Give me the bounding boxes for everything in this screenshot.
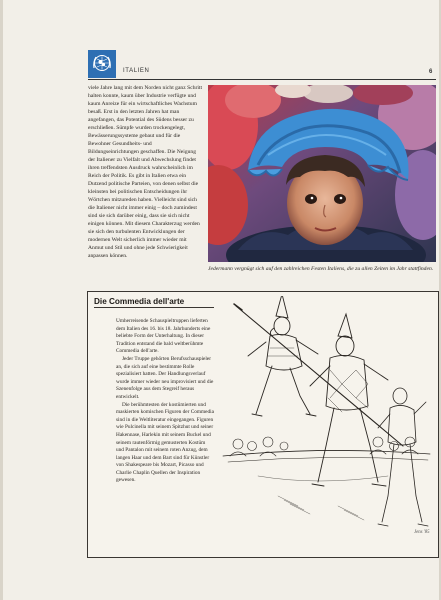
- photo-caption: Jedermann vergnügt sich auf den zahlreichen Festen Italiens, die zu allen Zeiten im Jahr stattfinden.: [208, 266, 434, 272]
- box-heading: Die Commedia dell'arte: [94, 297, 185, 306]
- header-rule: [88, 79, 436, 80]
- box-paragraph: Die berühmtesten der kostümierten und maskierten komischen Figuren der Commedia sind in die Weltliteratur eingegangen. Figuren wie Pulcinella mit seinem Spitzhut und seiner Hakennase, Harlekin mit seinem Buckel und seinem rautenförmig gemusterten Kostüm und Pantalon mit seinem roten Anzug, dem langen Haar und dem Bart sind für Künstler von Shakespeare bis Mozart, Picasso und Charlie Chaplin Quellen der Inspiration gewesen.: [116, 401, 214, 484]
- box-paragraph: Umherreisende Schauspieltruppen lieferten dem Italien des 16. bis 18. Jahrhunderts eine beliebte Form der Unterhaltung. In dieser Tradition entstand die bald weltberühmte Commedia dell'arte.: [116, 318, 211, 355]
- illustrator-signature: Jens '85: [414, 530, 430, 535]
- page-number: 6: [429, 69, 433, 75]
- commedia-box: [87, 291, 439, 558]
- festival-child-photo: [208, 85, 436, 262]
- unicef-logo-icon: [88, 50, 116, 78]
- box-heading-rule: [94, 307, 214, 308]
- body-text-column: viele Jahre lang mit dem Norden nicht ganz Schritt halten konnte, kaum über Industrie verfügte und kaum Anreize für ein wirtschaftliches Wachstum besaß. Erst in den letzten Jahren hat man angefangen, das Potential des Südens besser zu erschließen. Sümpfe wurden trockengelegt, Bewässerungssysteme gebaut und für die Bewohner Gesundheits- und Bildungseinrichtungen geschaffen. Die Neigung der Italiener zu Vielfalt und Abwechslung findet ihren treffendsten Ausdruck wahrscheinlich im Reich der Politik. Es gibt in Italien etwa ein Dutzend politische Parteien, von denen selbst die kleinsten bei politischen Entscheidungen ihr Wörtchen mitzureden haben. Vielleicht sind sich die Italiener nicht immer einig – doch zumindest sind sie sich darüber einig, dass sie sich nicht einigen können. Mit diesem Charakterzug werden sie sich den turbulenten Entwicklungen der modernen Welt sicherlich immer wieder mit Anmut und Stil und ohne jede Schwierigkeit anpassen können.: [88, 85, 203, 259]
- header-label: ITALIEN: [123, 68, 150, 74]
- commedia-sketch-illustration: [218, 296, 434, 551]
- box-paragraph: Jeder Truppe gehörten Berufsschauspieler an, die sich auf eine bestimmte Rolle spezialisiert hatten. Der Handlungsverlauf wurde immer wieder neu improvisiert und die Szenenfolge aus dem Stegreif heraus entwickelt.: [116, 355, 214, 400]
- page-edge-left: [0, 0, 3, 600]
- box-text: [116, 318, 214, 485]
